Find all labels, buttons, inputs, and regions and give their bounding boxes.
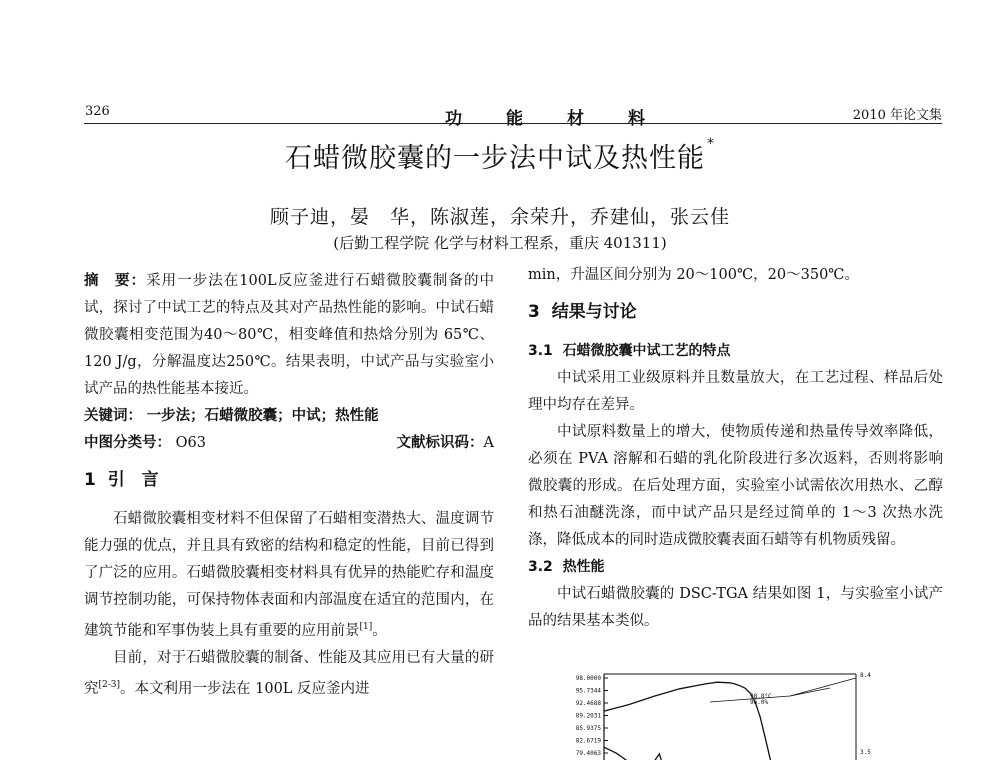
y-tick-label: 85.9375 (575, 725, 601, 732)
s32-paragraph-1: 中试石蜡微胶囊的 DSC-TGA 结果如图 1，与实验室小试产品的结果基本类似。 (528, 586, 943, 629)
series-line-dsc (604, 747, 680, 760)
keywords (84, 403, 494, 430)
section-1-title: 引 言 (107, 470, 159, 490)
header-rule (84, 123, 942, 124)
paper-title-text: 石蜡微胶囊的一步法中试及热性能 (285, 143, 705, 174)
subsection-3-2-number: 3.2 (528, 559, 553, 575)
annotations (710, 678, 856, 706)
intro-p1-end: 。 (372, 622, 387, 639)
dsc-tga-chart (560, 668, 890, 760)
intro-p1-text: 石蜡微胶囊相变材料不但保留了石蜡相变潜热大、温度调节能力强的优点，并且具有致密的结构和稳定的性能，目前已得到了广泛的应用。石蜡微胶囊相变材料具有优异的热能贮存和温度调节控制功能，可保持物体表面和内部温度在适宜的范围内，在建筑节能和军事伪装上具有重要的应用前景 (84, 511, 494, 639)
annotation-label: 98.8°C (750, 693, 772, 700)
y-tick-label: 98.0000 (575, 675, 601, 682)
journal-name: 功能材料 (445, 109, 689, 129)
intro-paragraph-2 (84, 645, 494, 703)
doc-code-value: A (483, 435, 494, 451)
subsection-3-1-number: 3.1 (528, 343, 553, 359)
paper-title (0, 136, 1000, 175)
doc-code-label: 文献标识码： (396, 435, 484, 451)
subsection-3-2-heading (528, 554, 943, 581)
y-tick-label: 95.7344 (575, 687, 601, 695)
method-continuation: min，升温区间分别为 20～100℃，20～350℃。 (528, 267, 860, 283)
y-tick-label: 79.4063 (575, 750, 601, 757)
edition-label: 2010 年论文集 (852, 108, 942, 123)
intro-paragraph-1 (84, 506, 494, 645)
citation-1: [1] (359, 622, 373, 632)
section-3-title: 结果与讨论 (551, 302, 637, 322)
left-column (84, 268, 494, 703)
abstract-label: 摘 要： (84, 273, 147, 289)
clc-value: O63 (175, 435, 206, 451)
keywords-label: 关键词： (84, 408, 142, 424)
section-3-number: 3 (528, 302, 540, 322)
citation-2-3: [2-3] (98, 679, 121, 690)
right-ticks (860, 672, 871, 756)
right-tick-label: 3.5 (860, 749, 871, 756)
subsection-3-1-title: 石蜡微胶囊中试工艺的特点 (562, 343, 731, 359)
s31-paragraph-2: 中试原料数量上的增大，使物质传递和热量传导效率降低，必须在 PVA 溶解和石蜡的乳化阶段进行多次返料，否则将影响微胶囊的形成。在后处理方面，实验室小试需依次用热水、乙醇和热石油醚洗涤，而中试产品只是经过简单的 1～3 次热水洗涤，降低成本的同时造成微胶囊表面石蜡等有机物质残留。 (528, 424, 943, 548)
y-ticks (576, 675, 608, 757)
clc-label: 中图分类号： (84, 435, 171, 451)
abstract-text: 采用一步法在100L反应釜进行石蜡微胶囊制备的中试，探讨了中试工艺的特点及其对产品热性能的影响。中试石蜡微胶囊相变范围为40～80℃，相变峰值和热焓分别为 65℃、120 J/g，分解温度达250℃。结果表明，中试产品与实验室小试产品的热性能基本接近。 (84, 273, 495, 397)
subsection-3-2-title: 热性能 (562, 559, 605, 575)
title-footnote-mark: * (707, 136, 715, 152)
classification-row (84, 430, 494, 457)
abstract (84, 268, 494, 403)
right-tick-label: 8.4 (860, 672, 871, 679)
affiliation: (后勤工程学院 化学与材料工程系，重庆 401311) (333, 234, 667, 252)
subsection-3-1-heading (528, 338, 943, 365)
page-number: 326 (85, 104, 110, 119)
author-list: 顾子迪，晏 华，陈淑莲，余荣升，乔建仙，张云佳 (269, 206, 730, 228)
section-1-heading (84, 467, 494, 494)
y-tick-label: 89.2031 (575, 712, 601, 720)
section-3-heading (528, 299, 943, 326)
annotation-label: 96.0% (750, 699, 769, 706)
annotation-leader-2 (790, 678, 856, 696)
section-1-number: 1 (84, 470, 96, 490)
right-column (528, 262, 943, 635)
intro-p2-text: 目前，对于石蜡微胶囊的制备、性能及其应用已有大量的研究 (84, 649, 494, 697)
intro-p2-text-cont: 。本文利用一步法在 100L 反应釜内进 (120, 680, 370, 697)
y-tick-label: 82.6719 (575, 737, 601, 745)
y-tick-label: 92.4688 (575, 700, 601, 707)
s31-paragraph-1: 中试采用工业级原料并且数量放大，在工艺过程、样品后处理中均存在差异。 (528, 370, 943, 413)
keywords-text: 一步法；石蜡微胶囊；中试；热性能 (146, 408, 379, 424)
